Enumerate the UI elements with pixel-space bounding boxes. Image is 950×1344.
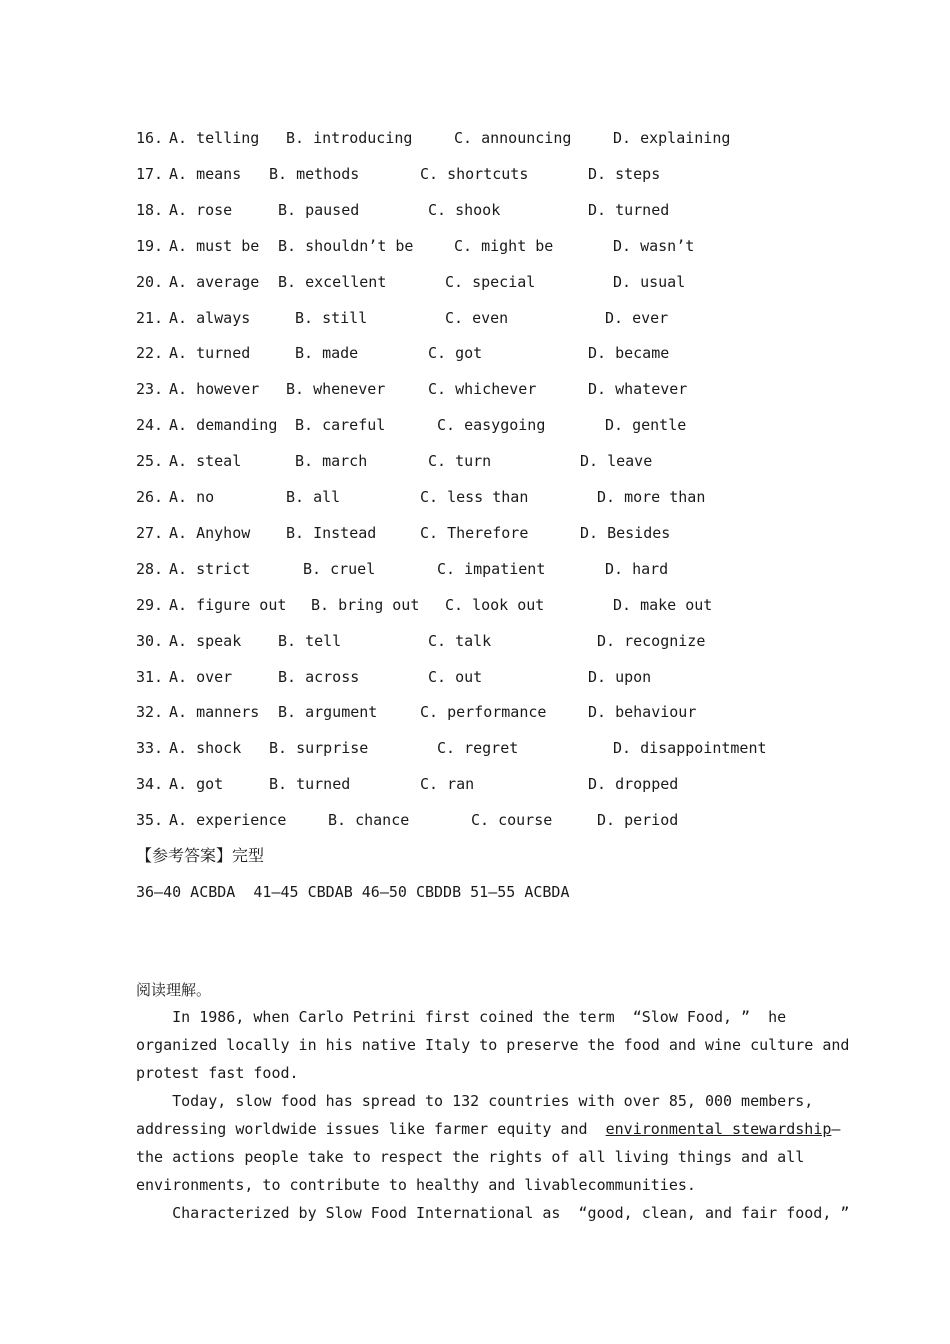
option-a: A. Anyhow [169,523,251,542]
option-c: C. turn [428,452,492,471]
question-number: 23. [136,380,164,399]
option-c: C. performance [420,703,547,722]
option-b: B. whenever [286,380,386,399]
option-b: B. turned [269,775,351,794]
option-d: D. turned [588,200,670,219]
option-a: A. rose [169,200,233,219]
option-d: D. upon [588,667,652,686]
option-b: B. bring out [311,595,420,614]
option-d: D. Besides [580,523,671,542]
option-d: D. more than [597,488,706,506]
reading-section-title: 阅读理解。 [136,981,212,999]
option-d: D. dropped [588,775,679,794]
option-c: C. shook [428,200,501,219]
paragraph-line: the actions people take to respect the rights of all living things and all [136,1148,805,1166]
option-c: C. whichever [428,380,537,399]
underlined-term: environmental stewardship [605,1120,832,1138]
question-number: 16. [136,129,164,147]
question-number: 17. [136,164,164,183]
option-a: A. over [169,667,233,686]
option-c: C. might be [454,236,554,255]
option-c: C. Therefore [420,523,529,542]
option-c: C. less than [420,488,529,506]
option-a: A. must be [169,236,260,255]
option-b: B. paused [278,200,360,219]
option-c: C. regret [437,739,519,758]
option-d: D. steps [588,164,661,183]
option-d: D. explaining [613,129,731,147]
question-number: 27. [136,523,164,542]
option-b: B. surprise [269,739,369,758]
paragraph-line [136,1115,841,1143]
option-c: C. shortcuts [420,164,529,183]
option-b: B. argument [278,703,378,722]
option-b: B. still [295,308,368,327]
paragraph-line: environments, to contribute to healthy and livablecommunities. [136,1176,696,1194]
option-d: D. period [597,811,679,830]
option-d: D. recognize [597,631,706,650]
question-number: 19. [136,236,164,255]
option-a: A. steal [169,452,242,471]
option-c: C. announcing [454,129,572,147]
option-c: C. out [428,667,483,686]
option-d: D. behaviour [588,703,697,722]
paragraph-line: organized locally in his native Italy to preserve the food and wine culture and [136,1036,850,1054]
option-a: A. telling [169,129,260,147]
option-c: C. ran [420,775,475,794]
option-a: A. no [169,488,215,506]
reading-paragraph-1 [136,1003,850,1087]
option-a: A. means [169,164,242,183]
question-number: 20. [136,272,164,291]
option-c: C. talk [428,631,492,650]
option-b: B. introducing [286,129,413,147]
option-a: A. shock [169,739,242,758]
question-number: 29. [136,595,164,614]
question-number: 32. [136,703,164,722]
reading-paragraph-2 [136,1087,841,1199]
option-c: C. easygoing [437,416,546,435]
option-d: D. gentle [605,416,687,435]
option-a: A. figure out [169,595,287,614]
option-d: D. hard [605,559,669,578]
option-c: C. even [445,308,509,327]
question-number: 22. [136,344,164,363]
paragraph-text: addressing worldwide issues like farmer equity and [136,1120,606,1138]
question-number: 28. [136,559,164,578]
option-c: C. look out [445,595,545,614]
question-number: 31. [136,667,164,686]
option-b: B. made [295,344,359,363]
option-b: B. all [286,488,341,506]
option-b: B. careful [295,416,386,435]
option-c: C. got [428,344,483,363]
question-number: 18. [136,200,164,219]
question-number: 26. [136,488,164,506]
option-d: D. usual [613,272,686,291]
option-a: A. average [169,272,260,291]
option-b: B. chance [328,811,410,830]
question-number: 33. [136,739,164,758]
question-number: 21. [136,308,164,327]
option-c: C. course [471,811,553,830]
option-a: A. demanding [169,416,278,435]
option-b: B. tell [278,631,342,650]
option-a: A. however [169,380,260,399]
option-b: B. across [278,667,360,686]
question-number: 25. [136,452,164,471]
option-d: D. make out [613,595,713,614]
option-c: C. impatient [437,559,546,578]
option-d: D. became [588,344,670,363]
question-number: 34. [136,775,164,794]
paragraph-text: — [831,1120,841,1138]
option-a: A. always [169,308,251,327]
option-d: D. wasn’t [613,236,695,255]
option-d: D. leave [580,452,653,471]
paragraph-line: protest fast food. [136,1064,299,1082]
option-d: D. ever [605,308,669,327]
option-a: A. experience [169,811,287,830]
option-b: B. Instead [286,523,377,542]
option-b: B. methods [269,164,360,183]
option-b: B. cruel [303,559,376,578]
reading-paragraph-3 [136,1199,850,1227]
paragraph-line: Characterized by Slow Food International as “good, clean, and fair food, ” [136,1204,850,1222]
paragraph-line: In 1986, when Carlo Petrini first coined the term “Slow Food, ” he [136,1008,787,1026]
option-a: A. got [169,775,224,794]
question-number: 24. [136,416,164,435]
option-a: A. strict [169,559,251,578]
option-a: A. manners [169,703,260,722]
answer-title: 【参考答案】完型 [136,846,265,865]
question-number: 35. [136,811,164,830]
option-d: D. disappointment [613,739,767,758]
answer-key-line: 36—40 ACBDA 41—45 CBDAB 46—50 CBDDB 51—55 ACBDA [136,883,570,901]
question-number: 30. [136,631,164,650]
option-b: B. march [295,452,368,471]
option-a: A. turned [169,344,251,363]
option-b: B. shouldn’t be [278,236,414,255]
paragraph-line: Today, slow food has spread to 132 countries with over 85, 000 members, [136,1092,814,1110]
option-d: D. whatever [588,380,688,399]
option-c: C. special [445,272,536,291]
option-a: A. speak [169,631,242,650]
option-b: B. excellent [278,272,387,291]
